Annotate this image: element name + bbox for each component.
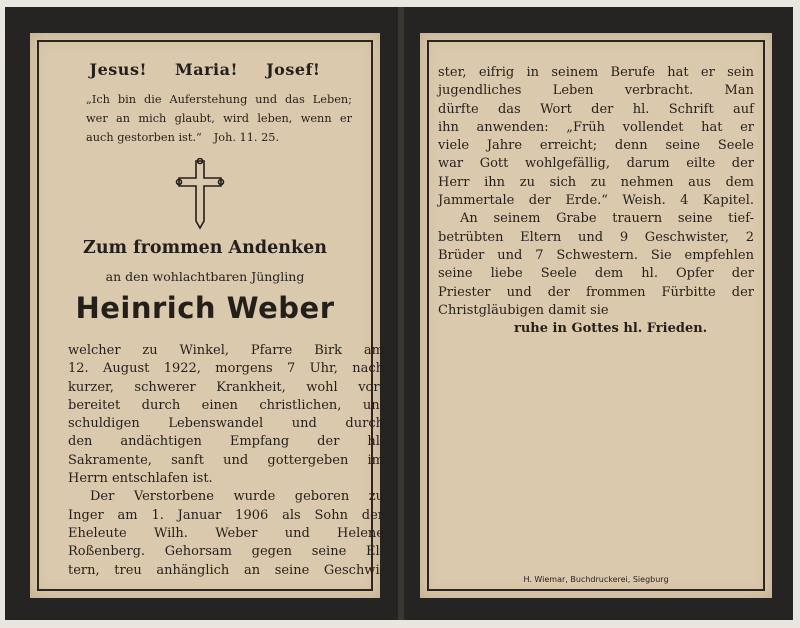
quote-line-last bbox=[86, 128, 352, 147]
text-line: Eheleute Wilh. Weber und Helene bbox=[68, 525, 384, 541]
text-line: schuldigen Lebenswandel und durch bbox=[68, 416, 384, 432]
quote-line-text: auch gestorben ist.“ bbox=[86, 131, 202, 144]
invocation-josef: Josef! bbox=[266, 60, 321, 79]
text-line: viele Jahre erreicht; denn seine Seele bbox=[438, 138, 754, 154]
right-page bbox=[420, 33, 772, 598]
text-line: Priester und der frommen Fürbitte der bbox=[438, 284, 754, 300]
text-line: Herr ihn zu sich zu nehmen aus dem bbox=[438, 174, 754, 190]
text-line: dürfte das Wort der hl. Schrift auf bbox=[438, 101, 754, 117]
printer-imprint: H. Wiemar, Buchdruckerei, Siegburg bbox=[523, 575, 669, 584]
text-line: Der Verstorbene wurde geboren zu bbox=[90, 489, 384, 505]
text-line: bereitet durch einen christlichen, un- bbox=[68, 397, 384, 413]
text-line: ster, eifrig in seinem Berufe hat er sein bbox=[438, 65, 754, 80]
right-body-text bbox=[438, 64, 754, 338]
text-line: Herrn entschlafen ist. bbox=[68, 471, 213, 487]
card-fold bbox=[398, 7, 404, 620]
memorial-title: Zum frommen Andenken bbox=[83, 238, 327, 258]
text-line: An seinem Grabe trauern seine tief- bbox=[460, 211, 754, 227]
text-line: Brüder und 7 Schwestern. Sie empfehlen bbox=[438, 247, 754, 263]
text-line: Roßenberg. Gehorsam gegen seine El- bbox=[68, 544, 384, 560]
text-line: tern, treu anhänglich an seine Geschwi- bbox=[68, 562, 384, 578]
quote-line: „Ich bin die Auferstehung und das Leben; bbox=[86, 93, 352, 106]
quote-line: wer an mich glaubt, wird leben, wenn er bbox=[86, 112, 352, 125]
invocation-heading bbox=[30, 60, 380, 79]
text-line: den andächtigen Empfang der hl. bbox=[68, 434, 384, 450]
invocation-maria: Maria! bbox=[175, 60, 239, 79]
memorial-subtitle: an den wohlachtbaren Jüngling bbox=[105, 269, 305, 284]
invocation-jesus: Jesus! bbox=[89, 60, 147, 79]
closing-blessing: ruhe in Gottes hl. Frieden. bbox=[514, 321, 708, 337]
text-line: ihn anwenden: „Früh vollendet hat er bbox=[438, 119, 754, 135]
text-line: Jammertale der Erde.“ Weish. 4 Kapitel. bbox=[438, 193, 754, 209]
quote-reference: Joh. 11. 25. bbox=[213, 131, 280, 144]
deceased-name: Heinrich Weber bbox=[75, 291, 335, 325]
text-line: kurzer, schwerer Krankheit, wohl vor- bbox=[68, 379, 384, 395]
left-body-text bbox=[68, 342, 384, 580]
scripture-quote bbox=[86, 90, 352, 147]
text-line: jugendliches Leben verbracht. Man bbox=[438, 83, 754, 99]
text-line: betrübten Eltern und 9 Geschwister, 2 bbox=[438, 229, 754, 245]
cross-icon bbox=[175, 158, 225, 232]
text-line: seine liebe Seele dem hl. Opfer der bbox=[438, 266, 754, 282]
text-line: 12. August 1922, morgens 7 Uhr, nach bbox=[68, 361, 384, 377]
text-line: Christgläubigen damit sie bbox=[438, 302, 609, 318]
left-page bbox=[30, 33, 384, 598]
text-line: Inger am 1. Januar 1906 als Sohn der bbox=[68, 507, 384, 523]
text-line: welcher zu Winkel, Pfarre Birk am bbox=[68, 343, 384, 358]
text-line: Sakramente, sanft und gottergeben im bbox=[68, 452, 384, 468]
text-line: war Gott wohlgefällig, darum eilte der bbox=[438, 156, 754, 172]
